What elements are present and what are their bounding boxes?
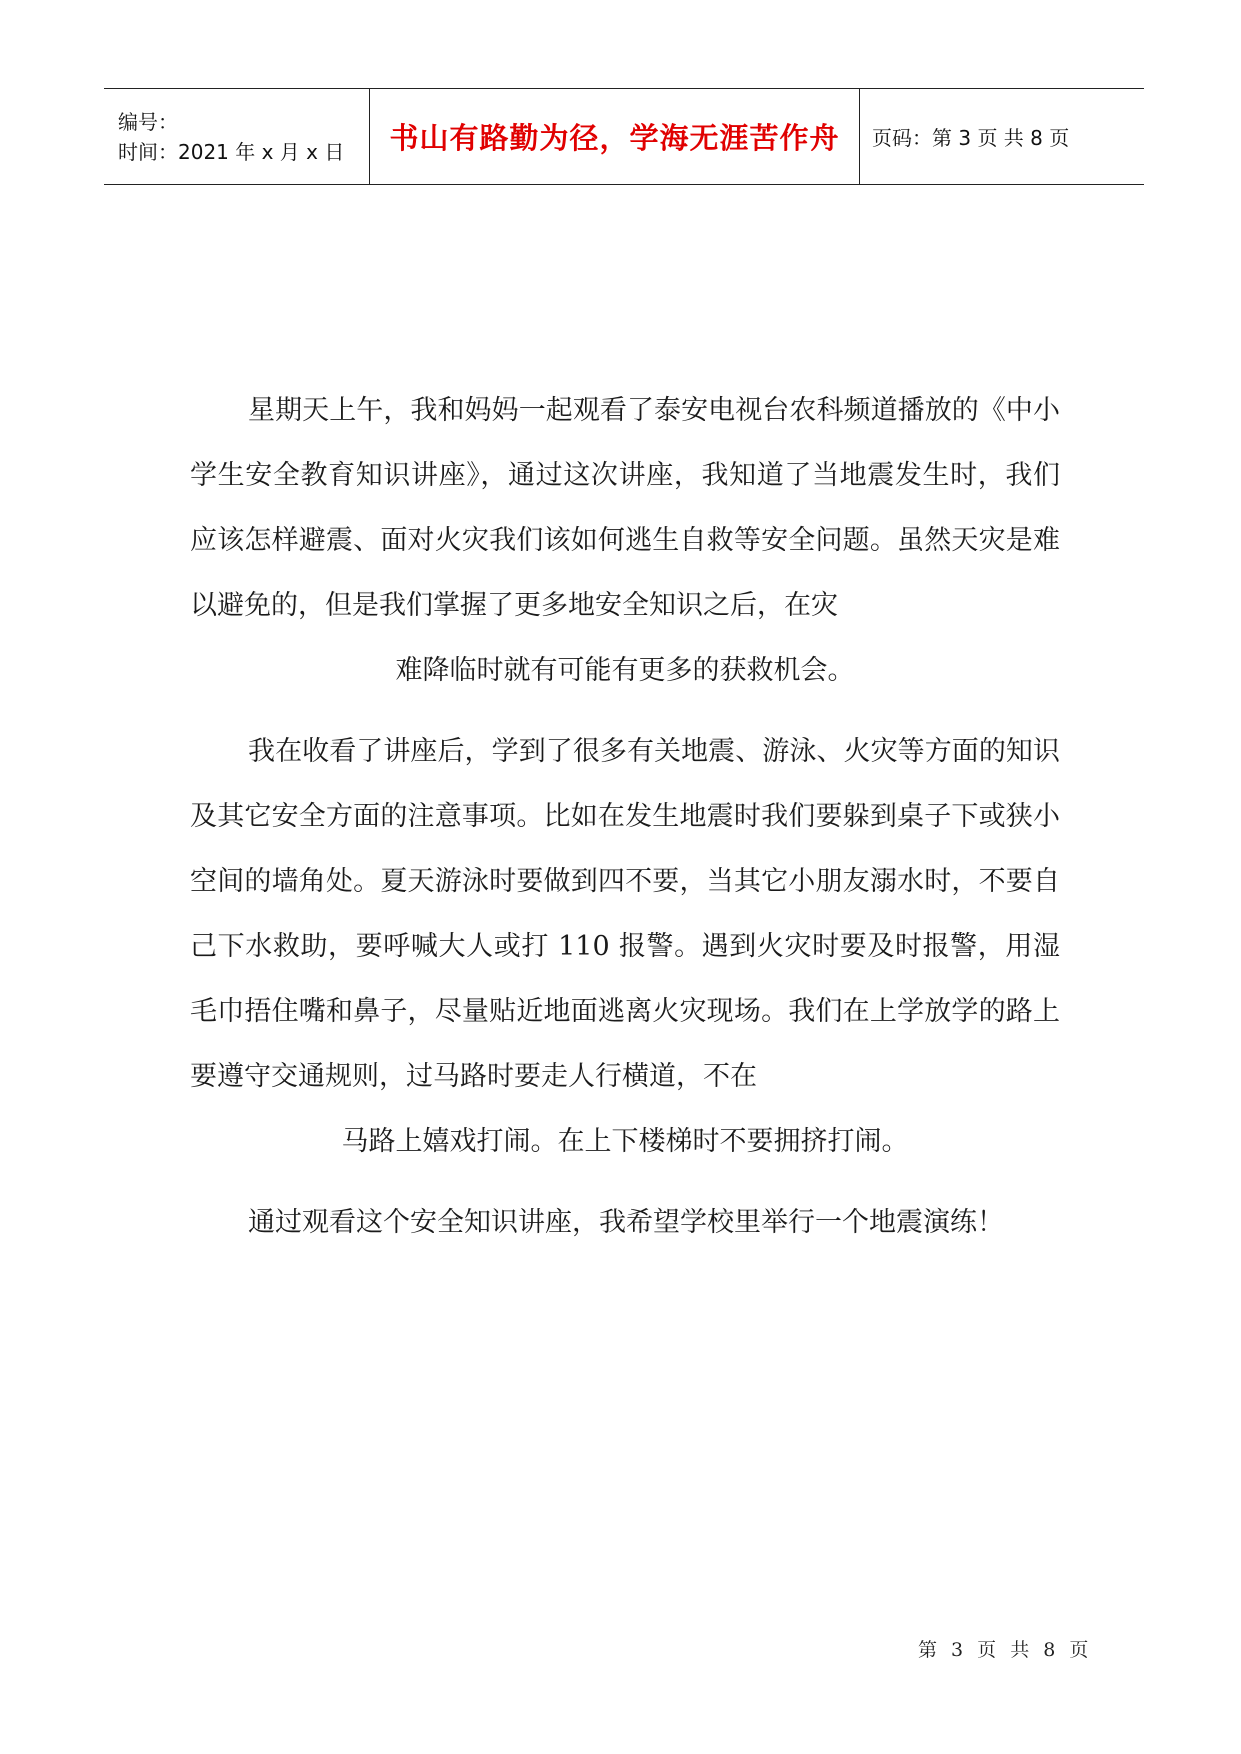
paragraph-2: 我在收看了讲座后，学到了很多有关地震、游泳、火灾等方面的知识及其它安全方面的注意事项。比如在发生地震时我们要躲到桌子下或狭小空间的墙角处。夏天游泳时要做到四不要，当其它小朋友溺水时，不要自己下水救助，要呼喊大人或打 110 报警。遇到火灾时要及时报警，用湿毛巾捂住嘴和鼻子，尽量贴近地面逃离火灾现场。我们在上学放学的路上要遵守交通规则，过马路时要走人行横道，不在 — [190, 736, 1060, 1092]
paragraph-1-tail: 难降临时就有可能有更多的获救机会。 — [395, 655, 855, 686]
number-label: 编号： — [118, 109, 178, 134]
header-meta — [104, 89, 370, 184]
page-footer: 第 3 页 共 8 页 — [918, 1639, 1091, 1661]
time-label: 时间：2021 年 x 月 x 日 — [118, 139, 345, 164]
document-body — [190, 378, 1060, 1255]
paragraph-2-tail: 马路上嬉戏打闹。在上下楼梯时不要拥挤打闹。 — [341, 1126, 909, 1157]
document-header — [104, 88, 1144, 185]
header-page-info: 页码：第 3 页 共 8 页 — [872, 126, 1070, 150]
header-motto: 书山有路勤为径，学海无涯苦作舟 — [370, 89, 860, 184]
paragraph-3: 通过观看这个安全知识讲座，我希望学校里举行一个地震演练！ — [248, 1207, 1004, 1238]
paragraph-1: 星期天上午，我和妈妈一起观看了泰安电视台农科频道播放的《中小学生安全教育知识讲座》，通过这次讲座，我知道了当地震发生时，我们应该怎样避震、面对火灾我们该如何逃生自救等安全问题。虽然天灾是难以避免的，但是我们掌握了更多地安全知识之后，在灾 — [190, 395, 1060, 621]
